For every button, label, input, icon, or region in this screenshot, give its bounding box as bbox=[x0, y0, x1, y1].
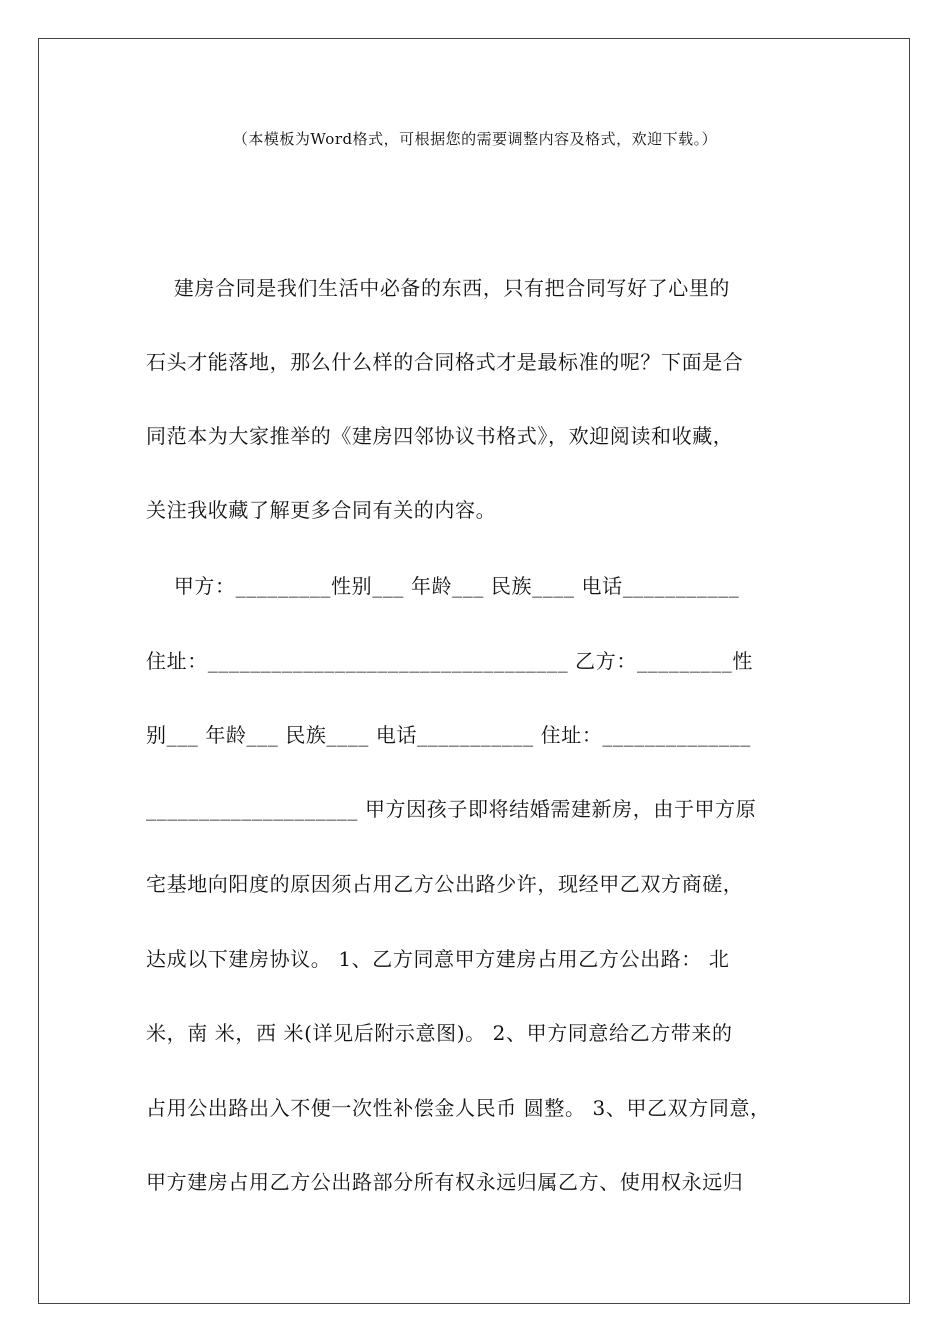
body-line-9: 宅基地向阳度的原因须占用乙方公出路少许，现经甲乙双方商磋， bbox=[146, 872, 744, 896]
body-line-12: 占用公出路出入不便一次性补偿金人民币 圆整。 3、甲乙双方同意， bbox=[146, 1096, 771, 1120]
body-line-5: 甲方：_________性别___ 年龄___ 民族____ 电话___________ bbox=[146, 574, 740, 598]
body-line-7: 别___ 年龄___ 民族____ 电话___________ 住址：______________ bbox=[146, 723, 751, 747]
body-line-3: 同范本为大家推举的《建房四邻协议书格式》，欢迎阅读和收藏， bbox=[146, 424, 734, 448]
body-line-2: 石头才能落地，那么什么样的合同格式才是最标准的呢？下面是合 bbox=[146, 350, 744, 374]
body-line-4: 关注我收藏了解更多合同有关的内容。 bbox=[146, 498, 497, 522]
body-line-8: ____________________ 甲方因孩子即将结婚需建新房，由于甲方原 bbox=[146, 797, 757, 821]
body-line-1: 建房合同是我们生活中必备的东西，只有把合同写好了心里的 bbox=[146, 276, 731, 300]
body-line-6: 住址：__________________________________ 乙方：_________性 bbox=[146, 649, 753, 673]
template-note: （本模板为Word格式，可根据您的需要调整内容及格式，欢迎下载。） bbox=[232, 130, 718, 148]
body-line-11: 米，南 米，西 米(详见后附示意图)。 2、甲方同意给乙方带来的 bbox=[146, 1021, 733, 1045]
body-line-10: 达成以下建房协议。 1、乙方同意甲方建房占用乙方公出路： 北 bbox=[146, 947, 730, 971]
body-line-13: 甲方建房占用乙方公出路部分所有权永远归属乙方、使用权永远归 bbox=[146, 1170, 744, 1194]
